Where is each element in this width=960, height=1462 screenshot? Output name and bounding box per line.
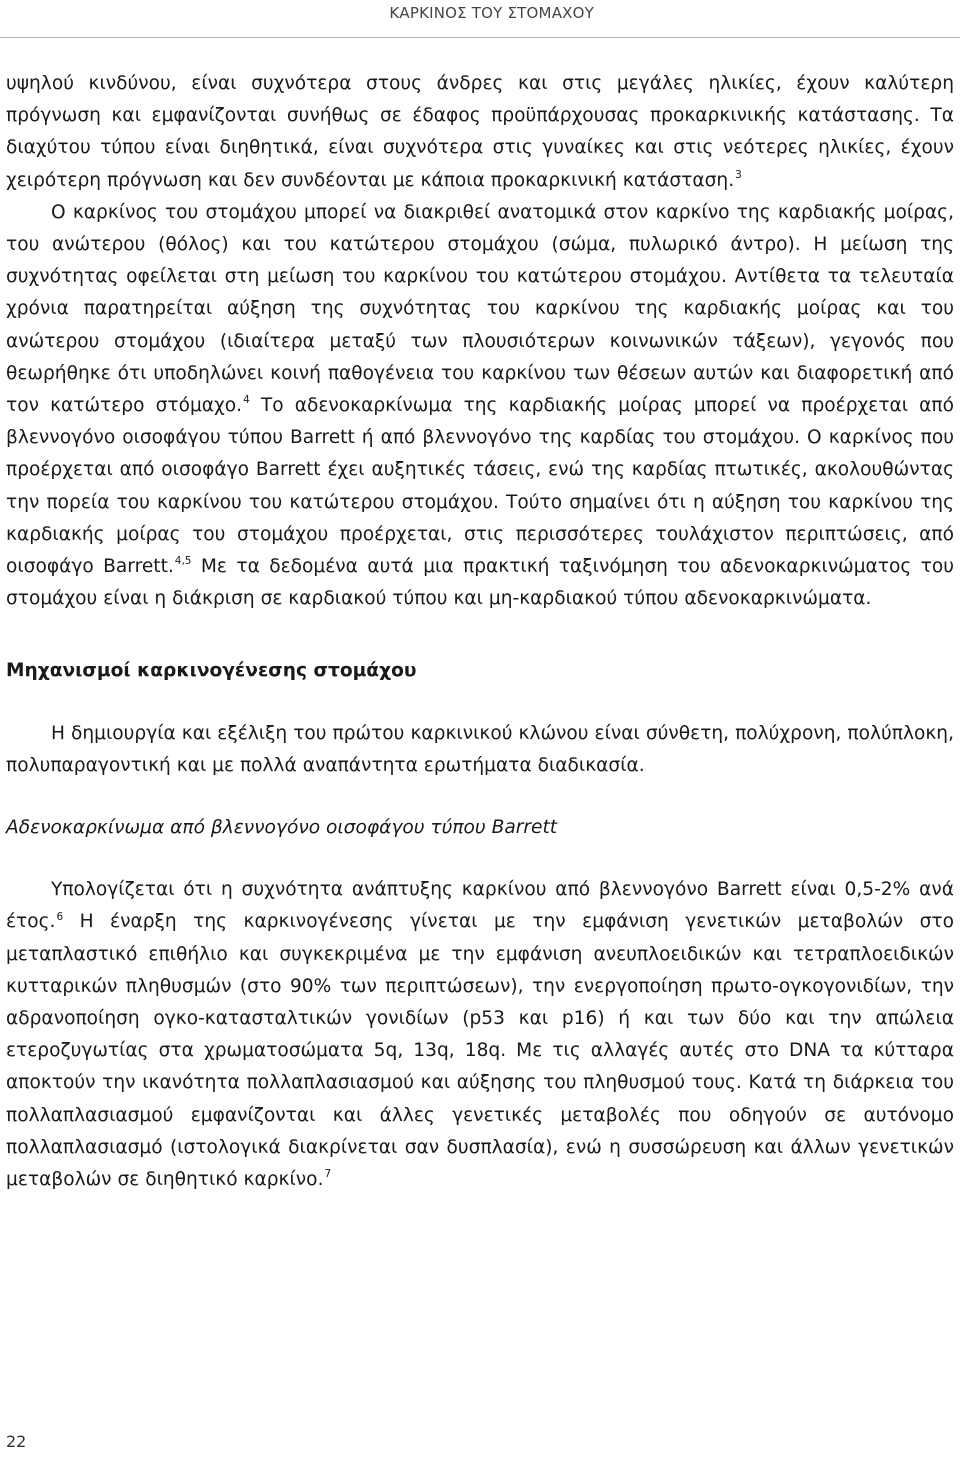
paragraph-text: Η έναρξη της καρκινογένεσης γίνεται με την εμφάνιση γενετικών μεταβολών στο μεταπλαστικό επιθήλιο και συγκεκριμένα με την εμφάνιση ανευπλοειδικών και τετραπλοειδικών κυτταρικών πληθυσμών (στο 90% των περιπτώσεων), την ενεργοποίηση πρωτο-ογκογονιδίων, την αδρανοποίηση ογκο-κατασταλτικών γονιδίων (p53 και p16) ή και των δύο και την απώλεια ετεροζυγωτίας στα χρωματοσώματα 5q, 13q, 18q. Με τις αλλαγές αυτές στο DNA τα κύτταρα αποκτούν την ικανότητα πολλαπλασιασμού και αύξησης του πληθυσμού τους. Κατά τη διάρκεια του πολλαπλασιασμού εμφανίζονται και άλλες γενετικές μεταβολές που οδηγούν σε αυτόνομο πολλαπλασιασμό (ιστολογικά διακρίνεται σαν δυσπλασία), ενώ η συσσώρευση και άλλων γενετικών μεταβολών σε διηθητικό καρκίνο.	[6, 911, 954, 1191]
paragraph-anatomic-classification	[6, 197, 954, 616]
reference-mark: 6	[56, 910, 64, 923]
paragraph-text: Ο καρκίνος του στομάχου μπορεί να διακριθεί ανατομικά στον καρκίνο της καρδιακής μοίρας, του ανώτερου (θόλος) και του κατώτερου στομάχου (σώμα, πυλωρικό άντρο). Η μείωση της συχνότητας οφείλεται στη μείωση του καρκίνου του κατώτερου στομάχου. Αντίθετα τα τελευταία χρόνια παρατηρείται αύξηση της συχνότητας του καρκίνου της καρδιακής μοίρας και του ανώτερου στομάχου (ιδιαίτερα μεταξύ των πλουσιότερων κοινωνικών τάξεων), γεγονός που θεωρήθηκε ότι υποδηλώνει κοινή παθογένεια του καρκίνου των θέσεων αυτών και διαφορετική από τον κατώτερο στόμαχο.	[6, 201, 954, 417]
running-title: ΚΑΡΚΙΝΟΣ ΤΟΥ ΣΤΟΜΑΧΟΥ	[389, 4, 594, 22]
reference-mark: 4,5	[174, 555, 192, 568]
page-number: 22	[6, 1432, 27, 1451]
section-heading: Μηχανισμοί καρκινογένεσης στομάχου	[6, 660, 417, 682]
paragraph-barrett	[6, 874, 954, 1196]
subsection-heading: Αδενοκαρκίνωμα από βλεννογόνο οισοφάγου τύπου Barrett	[6, 817, 558, 839]
reference-mark: 3	[735, 168, 742, 181]
reference-mark: 4	[243, 394, 250, 407]
paragraph-carcinogenesis-intro: Η δημιουργία και εξέλιξη του πρώτου καρκινικού κλώνου είναι σύνθετη, πολύχρονη, πολύπλοκη, πολυπαραγοντική και με πολλά αναπάντητα ερωτήματα διαδικασία.	[6, 722, 954, 776]
paragraph-continuation	[6, 68, 954, 197]
page-content	[6, 68, 954, 1196]
running-header	[0, 0, 960, 38]
reference-mark: 7	[324, 1168, 332, 1181]
paragraph-text: Με τα δεδομένα αυτά μια πρακτική ταξινόμηση του αδενοκαρκινώματος του στομάχου είναι η διάκριση σε καρδιακού τύπου και μη-καρδιακού τύπου αδενοκαρκινώματα.	[6, 556, 955, 610]
paragraph-text: Υπολογίζεται ότι η συχνότητα ανάπτυξης καρκίνου από βλεννογόνο Barrett είναι 0,5-2% ανά έτος.	[6, 879, 954, 933]
paragraph-text: Το αδενοκαρκίνωμα της καρδιακής μοίρας μπορεί να προέρχεται από βλεννογόνο οισοφάγου τύπου Barrett ή από βλεννογόνο της καρδίας του στομάχου. Ο καρκίνος που προέρχεται από οισοφάγο Barrett έχει αυξητικές τάσεις, ενώ της καρδίας πτωτικές, ακολουθώντας την πορεία του καρκίνου του κατώτερου στομάχου. Τούτο σημαίνει ότι η αύξηση του καρκίνου της καρδιακής μοίρας του στομάχου προέρχεται, στις περισσότερες τουλάχιστον περιπτώσεις, από οισοφάγο Barrett.	[6, 395, 954, 578]
paragraph-text: υψηλού κινδύνου, είναι συχνότερα στους άνδρες και στις μεγάλες ηλικίες, έχουν καλύτερη πρόγνωση και εμφανίζονται συνήθως σε έδαφος προϋπάρχουσας προκαρκινικής κατάστασης. Τα διαχύτου τύπου είναι διηθητικά, είναι συχνότερα στις γυναίκες και στις νεότερες ηλικίες, έχουν χειρότερη πρόγνωση και δεν συνδέονται με κάποια προκαρκινική κατάσταση.	[6, 73, 954, 191]
